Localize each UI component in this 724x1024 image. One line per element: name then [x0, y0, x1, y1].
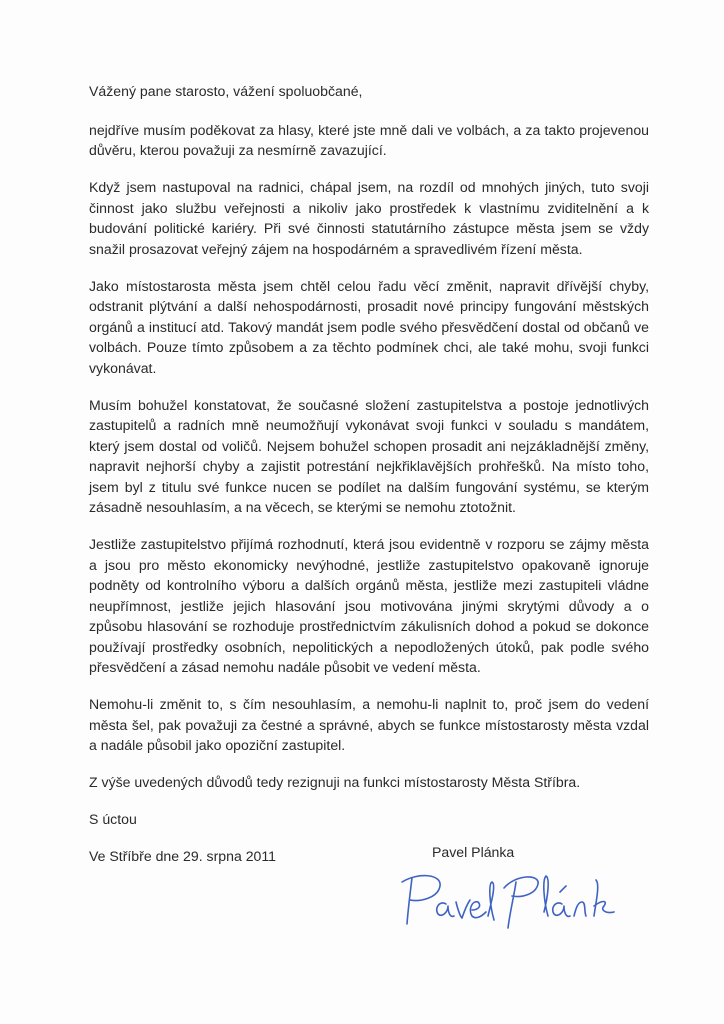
salutation: Vážený pane starosto, vážení spoluobčané,: [89, 83, 363, 99]
resignation-statement: Z výše uvedených důvodů tedy rezignuji na funkci místostarosty Města Stříbra.: [89, 774, 581, 790]
paragraph-service: Když jsem nastupoval na radnici, chápal jsem, na rozdíl od mnohých jiných, tuto svoji činnost jako službu veřejnosti a nikoliv jako prostředek k vlastnímu zviditelnění a k budování politické kariéry. Při své činnosti statutárního zástupce města jsem se vždy snažil prosazovat veřejný zájem na hospodárném a spravedlivém řízení města.: [89, 179, 649, 257]
paragraph-council: Musím bohužel konstatovat, že současné složení zastupitelstva a postoje jednotlivých zastupitelů a radních mně neumožňují vykonávat svoji funkci v souladu s mandátem, který jsem dostal od voličů. Nejsem bohužel schopen prosadit ani nejzákladnější změny, napravit nejhorší chyby a zajistit potrestání nejkřiklavějších prohřešků. Na místo toho, jsem byl z titulu své funkce nucen se podílet na dalším fungování systému, se kterým zásadně nesouhlasím, a na věcech, se kterými se nemohu ztotožnit.: [89, 396, 649, 515]
paragraph-conditions: Jestliže zastupitelstvo přijímá rozhodnutí, která jsou evidentně v rozporu se zájmy města a jsou pro město ekonomicky nevýhodné, jestliže zastupitelstvo opakovaně ignoruje podněty od kontrolního výboru a dalších orgánů města, jestliže mezi zastupiteli vládne neupřímnost, jestliže jejich hlasování jsou motivována jinými skrytými důvody a o způsobu hlasování se rozhoduje prostřednictvím zákulisních dohod a pokud se dokonce používají prostředky osobních, nepolitických a nepodložených útoků, pak podle svého přesvědčení a zásad nemohu nadále působit ve vedení města.: [89, 536, 649, 675]
signer-name: Pavel Plánka: [432, 844, 515, 860]
letter-body: [89, 81, 649, 883]
closing: S úctou: [89, 811, 137, 827]
paragraph-thanks: nejdříve musím poděkovat za hlasy, které jste mně dali ve volbách, a za takto projevenou důvěru, kterou považuji za nesmírně zavazující.: [89, 121, 649, 158]
paragraph-opposition: Nemohu-li změnit to, s čím nesouhlasím, a nemohu-li naplnit to, proč jsem do vedení města šel, pak považuji za čestné a správné, abych se funkce místostarosty města vzdal a nadále působil jako opoziční zastupitel.: [89, 696, 649, 753]
place-date: Ve Stříbře dne 29. srpna 2011: [89, 848, 277, 864]
paragraph-mandate: Jako místostarosta města jsem chtěl celou řadu věcí změnit, napravit dřívější chyby, odstranit plýtvání a další nehospodárnosti, prosadit nové principy fungování městských orgánů a institucí atd. Takový mandát jsem podle svého přesvědčení dostal od občanů ve volbách. Pouze tímto způsobem a za těchto podmínek chci, ale také mohu, svoji funkci vykonávat.: [89, 277, 649, 376]
handwritten-signature: [398, 866, 623, 938]
